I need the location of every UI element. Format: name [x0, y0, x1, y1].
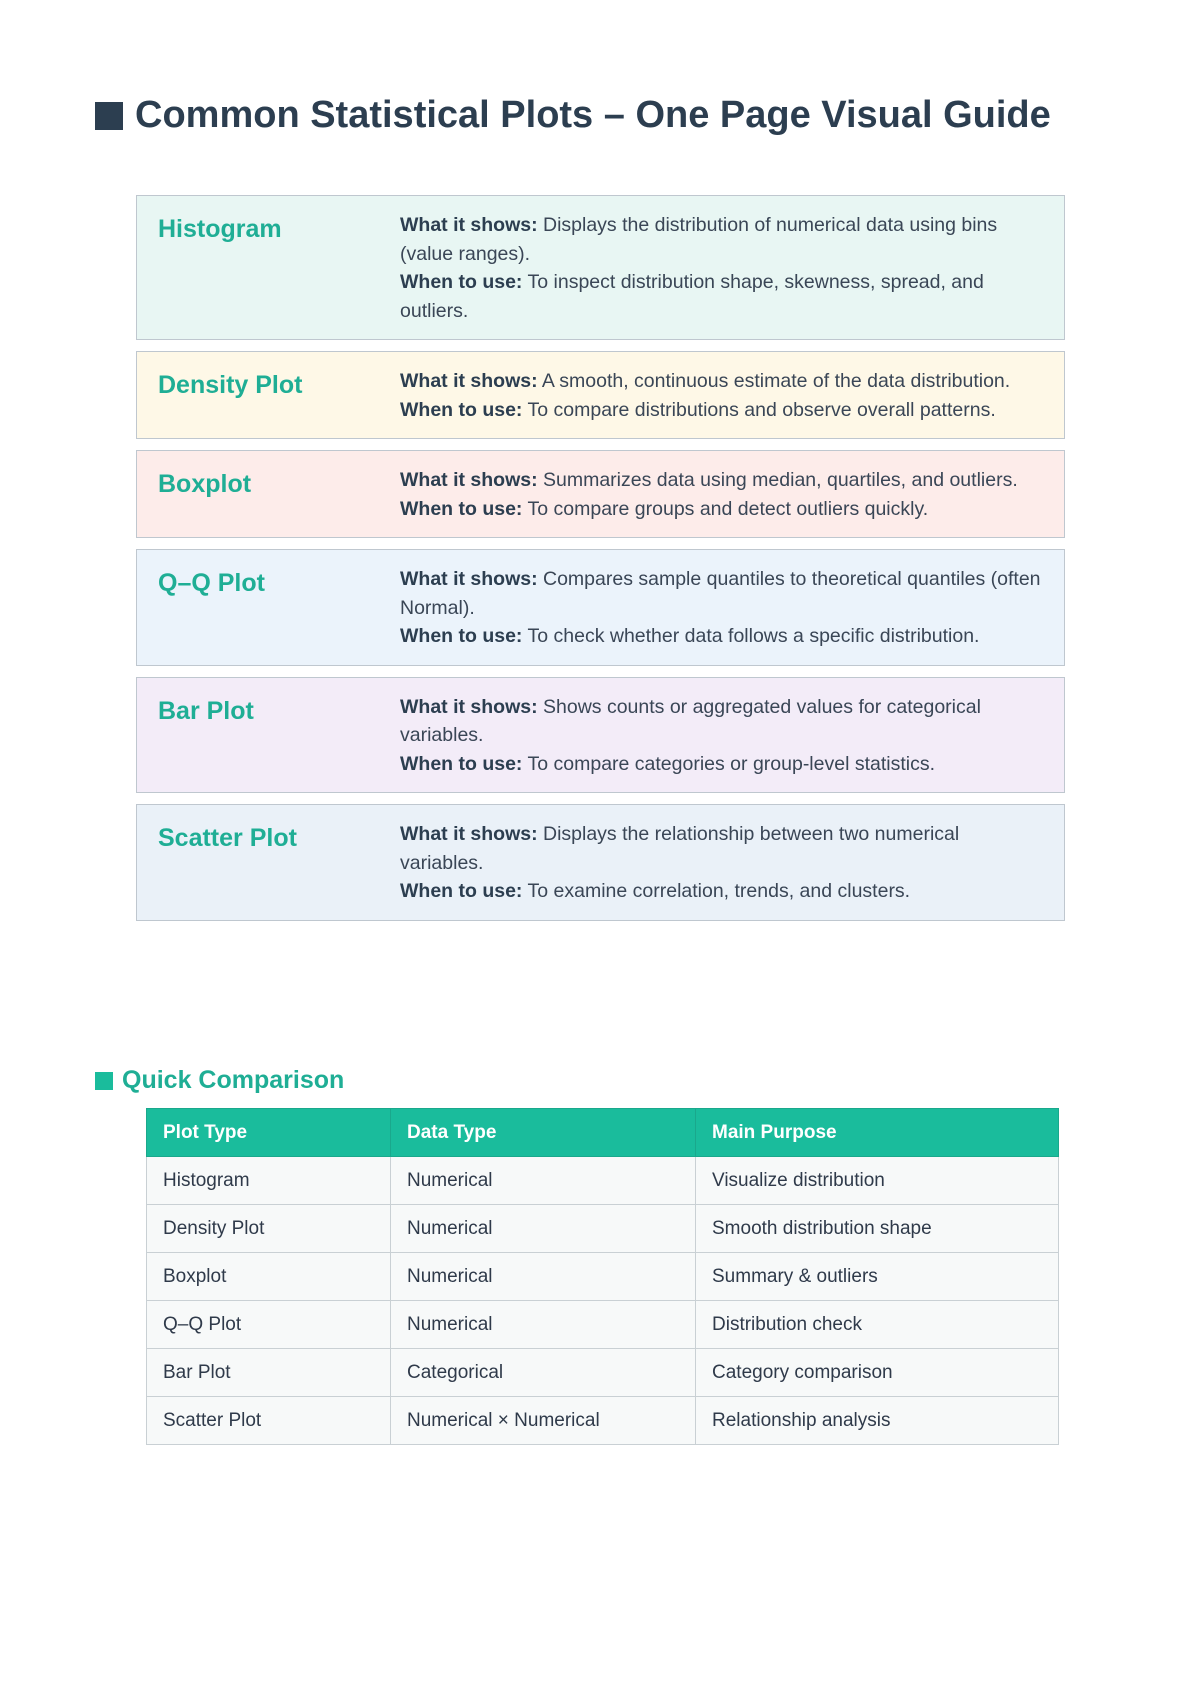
cell-plot-type: Q–Q Plot [147, 1301, 391, 1349]
what-label: What it shows: [400, 214, 538, 236]
square-bullet-icon [95, 102, 123, 130]
when-to-use [400, 750, 1044, 779]
page-title-text: Common Statistical Plots – One Page Visual Guide [135, 94, 1051, 136]
cell-data-type: Numerical [391, 1301, 696, 1349]
cell-main-purpose: Smooth distribution shape [696, 1205, 1059, 1253]
plot-description [400, 565, 1044, 651]
plot-card-scatter [136, 804, 1065, 921]
what-label: What it shows: [400, 568, 538, 590]
when-to-use [400, 495, 1044, 524]
plot-name: Density Plot [158, 371, 303, 399]
when-text: To compare groups and detect outliers quickly. [527, 497, 929, 520]
section-title-text: Quick Comparison [122, 1066, 345, 1094]
cell-plot-type: Scatter Plot [147, 1397, 391, 1445]
cell-data-type: Numerical × Numerical [391, 1397, 696, 1445]
what-it-shows [400, 820, 1044, 877]
plot-cards [136, 195, 1065, 932]
plot-name: Scatter Plot [158, 824, 297, 852]
table-header-row [147, 1109, 1059, 1157]
section-title-quick-comparison [95, 1066, 344, 1095]
cell-plot-type: Histogram [147, 1157, 391, 1205]
plot-card-bar [136, 677, 1065, 794]
what-text: Compares sample quantiles to theoretical quantiles (often Normal). [400, 568, 1041, 619]
plot-name: Histogram [158, 215, 282, 243]
what-it-shows [400, 466, 1044, 495]
what-label: What it shows: [400, 469, 538, 491]
what-label: What it shows: [400, 823, 538, 845]
cell-data-type: Numerical [391, 1253, 696, 1301]
when-label: When to use: [400, 625, 523, 647]
plot-card-qq [136, 549, 1065, 666]
cell-main-purpose: Summary & outliers [696, 1253, 1059, 1301]
table-row [147, 1205, 1059, 1253]
plot-description [400, 693, 1044, 779]
what-label: What it shows: [400, 695, 538, 718]
table-row [147, 1397, 1059, 1445]
table-row [147, 1157, 1059, 1205]
plot-description [400, 466, 1044, 523]
what-it-shows [400, 565, 1044, 622]
cell-plot-type: Density Plot [147, 1205, 391, 1253]
plot-name: Boxplot [158, 470, 252, 498]
what-it-shows [400, 693, 1044, 750]
when-to-use [400, 396, 1044, 425]
when-label: When to use: [400, 398, 523, 421]
plot-card-boxplot [136, 450, 1065, 538]
cell-plot-type: Bar Plot [147, 1349, 391, 1397]
plot-description [400, 211, 1044, 325]
table-row [147, 1349, 1059, 1397]
plot-name: Bar Plot [158, 696, 254, 725]
square-bullet-icon [95, 1072, 113, 1090]
plot-card-histogram [136, 195, 1065, 340]
cell-data-type: Numerical [391, 1157, 696, 1205]
cell-main-purpose: Category comparison [696, 1349, 1059, 1397]
when-label: When to use: [400, 880, 523, 902]
plot-description [400, 367, 1044, 424]
cell-data-type: Numerical [391, 1205, 696, 1253]
what-it-shows [400, 367, 1044, 396]
cell-main-purpose: Distribution check [696, 1301, 1059, 1349]
header-data-type: Data Type [391, 1109, 696, 1157]
what-text: A smooth, continuous estimate of the data distribution. [541, 370, 1011, 392]
when-label: When to use: [400, 271, 523, 293]
when-to-use [400, 622, 1044, 651]
cell-plot-type: Boxplot [147, 1253, 391, 1301]
when-to-use [400, 877, 1044, 906]
when-label: When to use: [400, 752, 523, 775]
when-text: To inspect distribution shape, skewness, spread, and outliers. [400, 271, 984, 322]
when-text: To compare distributions and observe overall patterns. [527, 398, 996, 421]
plot-description [400, 820, 1044, 906]
what-text: Displays the relationship between two numerical variables. [400, 823, 960, 874]
page-title [95, 94, 1051, 137]
what-text: Shows counts or aggregated values for categorical variables. [400, 695, 981, 746]
what-text: Summarizes data using median, quartiles, and outliers. [543, 469, 1018, 491]
table-row [147, 1301, 1059, 1349]
what-it-shows [400, 211, 1044, 268]
what-text: Displays the distribution of numerical data using bins (value ranges). [400, 214, 998, 265]
header-main-purpose: Main Purpose [696, 1109, 1059, 1157]
when-label: When to use: [400, 497, 523, 520]
when-text: To compare categories or group-level statistics. [527, 752, 936, 775]
when-to-use [400, 268, 1044, 325]
what-label: What it shows: [400, 370, 538, 392]
plot-name: Q–Q Plot [158, 569, 265, 597]
when-text: To check whether data follows a specific distribution. [527, 625, 980, 647]
comparison-table [146, 1108, 1059, 1445]
plot-card-density [136, 351, 1065, 439]
cell-data-type: Categorical [391, 1349, 696, 1397]
when-text: To examine correlation, trends, and clusters. [527, 880, 911, 902]
table-row [147, 1253, 1059, 1301]
cell-main-purpose: Visualize distribution [696, 1157, 1059, 1205]
cell-main-purpose: Relationship analysis [696, 1397, 1059, 1445]
header-plot-type: Plot Type [147, 1109, 391, 1157]
